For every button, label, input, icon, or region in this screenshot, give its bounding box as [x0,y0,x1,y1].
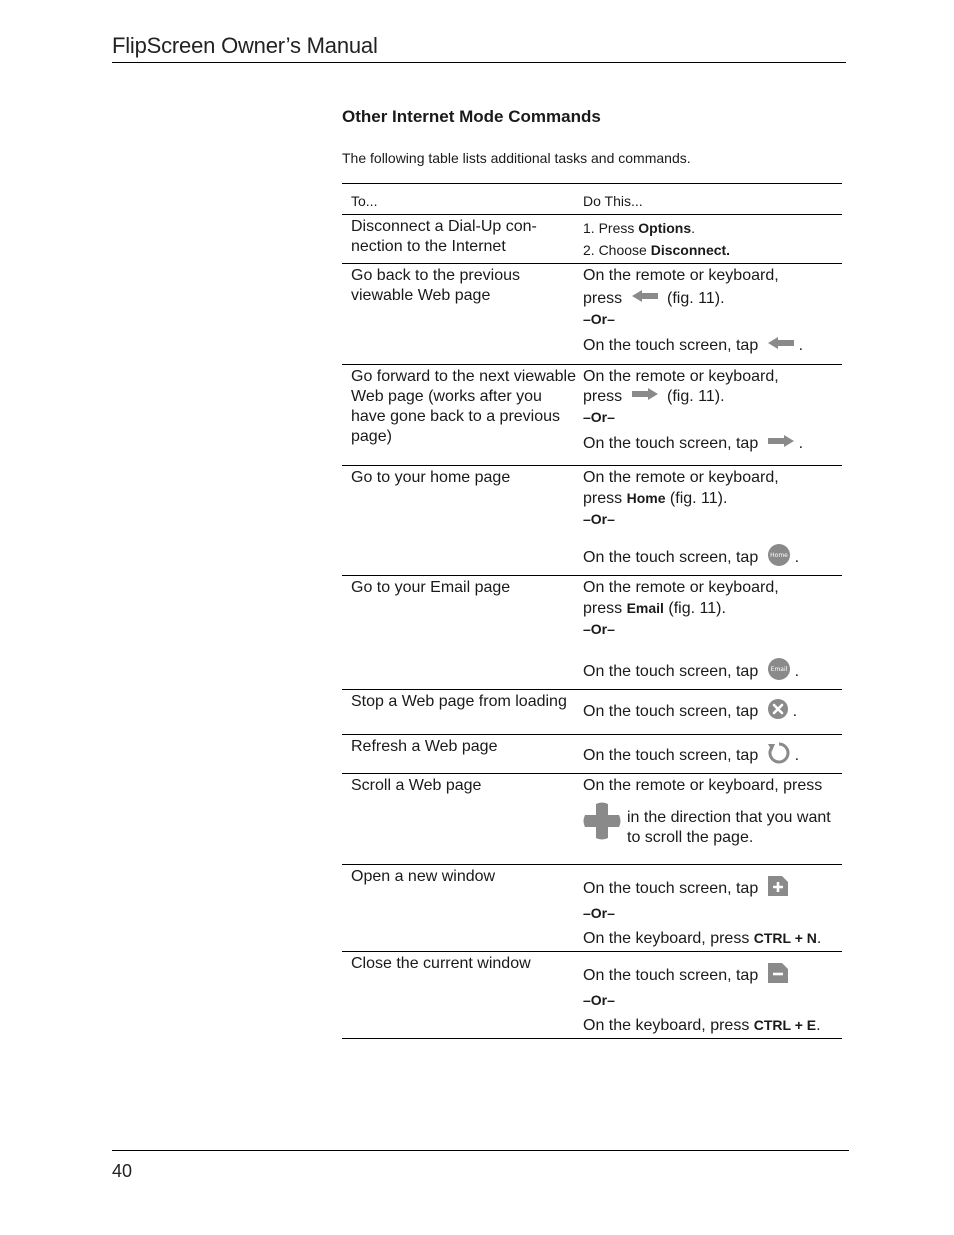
forward-arrow-icon [767,434,795,454]
keyboard-text: On the keyboard, press [583,1017,754,1034]
dpad-icon [583,802,621,846]
key-label: CTRL + N [753,930,817,946]
remote-text: (fig. 11). [663,600,726,617]
remote-text: On the remote or keyboard, [583,368,779,385]
footer-rule [112,1150,849,1151]
remote-text: press [583,600,627,617]
action-cell [577,690,842,735]
back-arrow-icon [631,289,659,309]
table-header-row [342,184,842,215]
action-cell [577,735,842,774]
action-cell [577,774,842,865]
task-cell: Go forward to the next viewable Web page (works after you have gone back to a previous page) [342,365,577,466]
step-text: 2. Choose [583,242,651,258]
step-item [583,239,842,261]
period: . [792,703,798,721]
col-header-to: To... [342,184,577,215]
action-cell [577,365,842,466]
back-arrow-icon [767,336,795,356]
table-row [342,215,842,264]
key-label: CTRL + E [753,1017,817,1033]
table-row [342,264,842,365]
remote-text: press [583,490,627,507]
col-header-do-this: Do This... [577,184,842,215]
remote-text: press [583,290,623,308]
commands-table [342,183,842,1039]
action-cell [577,466,842,576]
email-icon-label: Email [770,666,787,673]
task-cell: Disconnect a Dial-Up con-nection to the Internet [342,215,577,264]
touch-text: On the touch screen, tap [583,880,759,898]
remote-text: On the remote or keyboard, [583,579,779,596]
touch-text: On the touch screen, tap [583,435,759,453]
home-icon [767,543,791,573]
key-label: Disconnect. [650,242,731,258]
table-row [342,365,842,466]
task-cell: Refresh a Web page [342,735,577,774]
close-window-icon [767,962,789,990]
or-separator: –Or– [583,621,615,637]
period: . [798,337,804,355]
header-rule [112,62,846,63]
intro-text: The following table lists additional tasks and commands. [342,150,691,166]
table-row [342,466,842,576]
refresh-icon [767,741,791,771]
touch-text: On the touch screen, tap [583,549,759,567]
period: . [816,930,822,947]
table-row [342,865,842,952]
key-label: Home [626,490,666,506]
stop-icon [767,698,789,726]
action-cell [577,576,842,690]
action-cell [577,865,842,952]
new-window-icon [767,875,789,903]
or-separator: –Or– [583,511,615,527]
action-cell [577,952,842,1039]
remote-text: in the direction that you want to scroll the page. [627,809,831,846]
task-cell: Go back to the previous viewable Web page [342,264,577,365]
remote-text: On the remote or keyboard, [583,469,779,486]
page-number: 40 [112,1161,133,1181]
step-item [583,217,842,239]
task-cell: Go to your Email page [342,576,577,690]
key-label: Options [638,220,692,236]
touch-text: On the touch screen, tap [583,967,759,985]
action-cell [577,264,842,365]
keyboard-text: On the keyboard, press [583,930,754,947]
step-text: . [691,220,696,236]
section-title: Other Internet Mode Commands [342,107,601,126]
key-label: Email [626,600,664,616]
table-row [342,952,842,1039]
touch-text: On the touch screen, tap [583,747,759,765]
or-separator: –Or– [583,905,615,921]
touch-text: On the touch screen, tap [583,663,759,681]
task-cell: Scroll a Web page [342,774,577,865]
table-row [342,774,842,865]
task-cell: Stop a Web page from loading [342,690,577,735]
touch-text: On the touch screen, tap [583,703,759,721]
step-text: 1. Press [583,220,639,236]
remote-text: On the remote or keyboard, press [583,777,823,794]
remote-text: (fig. 11). [667,290,725,308]
period: . [794,747,800,765]
remote-text: On the remote or keyboard, [583,267,779,284]
table-row [342,576,842,690]
touch-text: On the touch screen, tap [583,337,759,355]
task-cell: Open a new window [342,865,577,952]
steps-list [583,217,842,261]
home-icon-label: Home [769,552,788,559]
email-icon [767,657,791,687]
remote-text: (fig. 11). [667,388,725,406]
period: . [816,1017,821,1034]
remote-text: (fig. 11). [665,490,728,507]
task-cell: Close the current window [342,952,577,1039]
period: . [794,549,800,567]
remote-text: press [583,388,623,406]
table-row [342,735,842,774]
page-header-title: FlipScreen Owner’s Manual [112,33,378,58]
forward-arrow-icon [631,387,659,407]
action-cell [577,215,842,264]
or-separator: –Or– [583,311,615,328]
task-cell: Go to your home page [342,466,577,576]
table-row [342,690,842,735]
or-separator: –Or– [583,992,615,1008]
period: . [798,435,804,453]
or-separator: –Or– [583,409,615,426]
period: . [794,663,800,681]
